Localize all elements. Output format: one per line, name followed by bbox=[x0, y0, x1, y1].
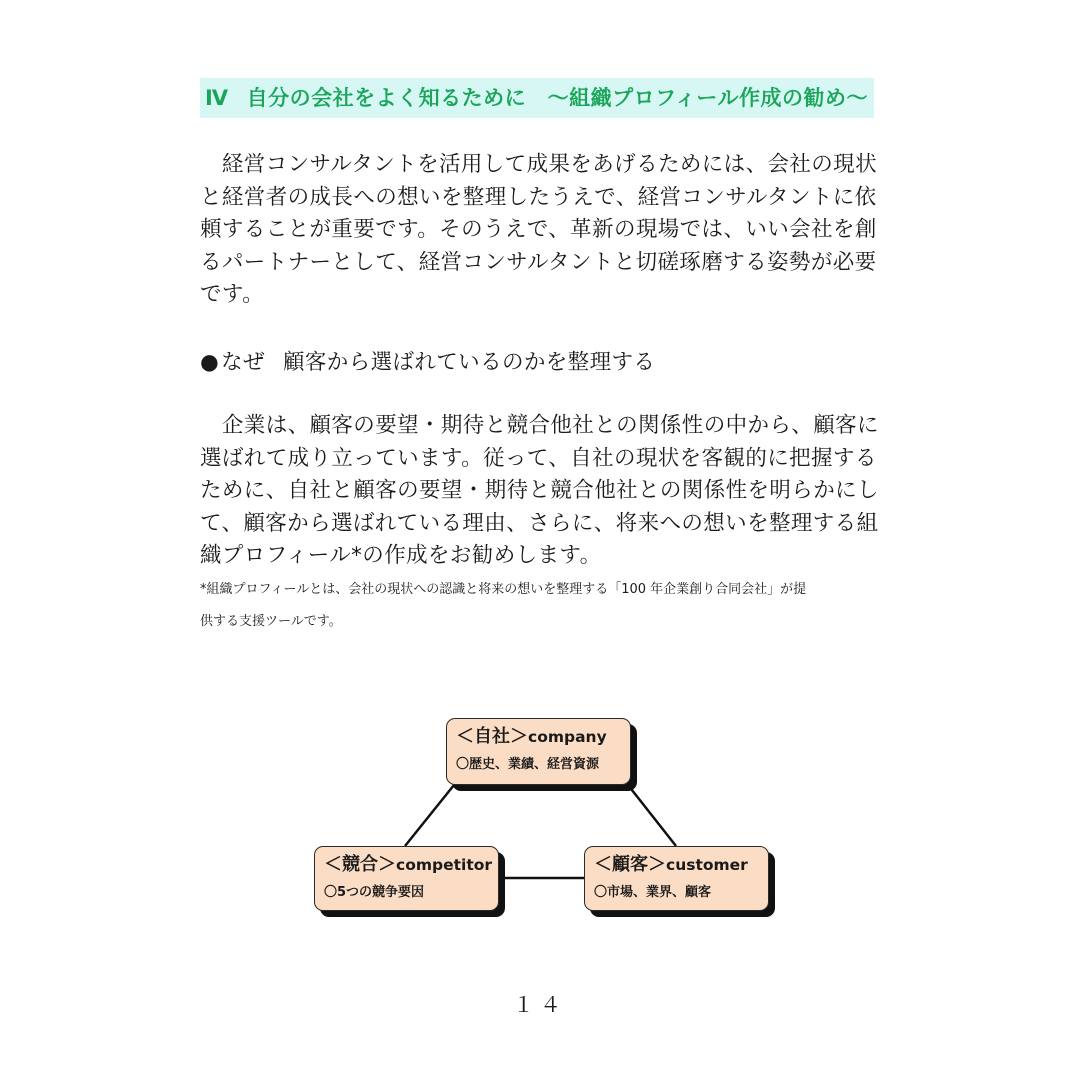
paragraph-line: るパートナーとして、経営コンサルタントと切磋琢磨する姿勢が必要 bbox=[200, 249, 877, 275]
customer-title bbox=[594, 853, 768, 877]
paragraph-line: 選ばれて成り立っています。従って、自社の現状を客観的に把握する bbox=[200, 445, 877, 471]
customer-english-label: customer bbox=[666, 856, 748, 874]
competitor-title bbox=[324, 853, 498, 877]
customer-detail: 〇市場、業界、顧客 bbox=[594, 885, 712, 900]
company-box bbox=[446, 718, 631, 785]
section-title: 顧客から選ばれているのかを整理する bbox=[282, 350, 656, 375]
competitor-detail: 〇5つの競争要因 bbox=[324, 885, 425, 900]
paragraph-line: て、顧客から選ばれている理由、さらに、将来への想いを整理する組 bbox=[200, 510, 879, 536]
page-number: １４ bbox=[513, 993, 567, 1017]
company-label: ＜自社＞ bbox=[456, 726, 528, 747]
competitor-label: ＜競合＞ bbox=[324, 854, 396, 875]
chapter-title: 自分の会社をよく知るために ～組織プロフィール作成の勧め～ bbox=[246, 86, 868, 110]
paragraph-line: です。 bbox=[200, 282, 264, 307]
paragraph-line: 織プロフィール*の作成をお勧めします。 bbox=[200, 543, 602, 568]
company-detail: 〇歴史、業績、経営資源 bbox=[456, 757, 600, 772]
customer-box bbox=[584, 846, 769, 911]
company-title bbox=[456, 725, 630, 749]
paragraph-line: 頼することが重要です。そのうえで、革新の現場では、いい会社を創 bbox=[200, 217, 877, 242]
paragraph-line: 企業は、顧客の要望・期待と競合他社との関係性の中から、顧客に bbox=[200, 413, 879, 438]
footnote-line: *組織プロフィールとは、会社の現状への認識と将来の想いを整理する「100 年企業創り合同会社」が提 bbox=[200, 582, 807, 597]
paragraph-line: ために、自社と顧客の要望・期待と競合他社との関係性を明らかにし bbox=[200, 478, 879, 503]
connector-company-competitor bbox=[405, 785, 454, 846]
competitor-box bbox=[314, 846, 499, 911]
chapter-number: Ⅳ bbox=[205, 86, 229, 110]
competitor-english-label: competitor bbox=[396, 856, 493, 874]
paragraph-line: と経営者の成長への想いを整理したうえで、経営コンサルタントに依 bbox=[200, 184, 877, 210]
footnote-line: 供する支援ツールです。 bbox=[200, 614, 342, 629]
paragraph-line: 経営コンサルタントを活用して成果をあげるためには、会社の現状 bbox=[200, 152, 877, 177]
section-label: なぜ bbox=[221, 350, 265, 375]
customer-label: ＜顧客＞ bbox=[594, 854, 666, 875]
connector-company-customer bbox=[628, 785, 676, 846]
bullet-icon: ● bbox=[200, 350, 220, 375]
company-english-label: company bbox=[528, 728, 607, 746]
